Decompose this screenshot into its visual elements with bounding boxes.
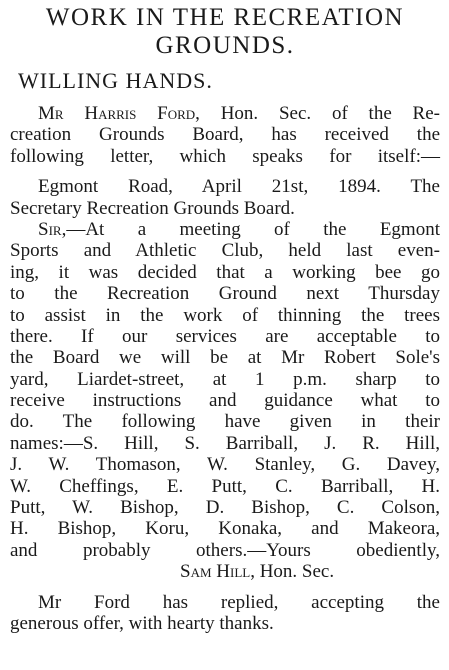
newspaper-article — [10, 4, 440, 634]
letter-body-line: to the Recreation Ground next Thursday — [10, 283, 440, 305]
letter-body-line: there. If our services are acceptable to — [10, 325, 440, 347]
letter-body-line: J. W. Thomason, W. Stanley, G. Davey, — [10, 454, 440, 476]
headline — [10, 4, 440, 60]
letter-heading-line-1: Egmont Road, April 21st, 1894. The — [38, 176, 440, 198]
letter-body-line-1-rest: ,—At a meeting of the Egmont — [61, 218, 440, 240]
letter-body-line: do. The following have given in their — [10, 411, 440, 433]
secretary-name: Mr Harris Ford — [38, 103, 196, 124]
signature-name: Sam Hill — [180, 561, 251, 583]
intro-line-1-rest: , Hon. Sec. of the Re- — [195, 103, 440, 124]
subheading: WILLING HANDS. — [18, 68, 213, 93]
letter-body-line: the Board we will be at Mr Robert Sole's — [10, 347, 440, 369]
letter-body-line: names:—S. Hill, S. Barriball, J. R. Hill, — [10, 432, 440, 454]
letter-body-line: Putt, W. Bishop, D. Bishop, C. Colson, — [10, 497, 440, 519]
closing-line-2: generous offer, with hearty thanks. — [10, 612, 274, 634]
letter-body-line-1 — [10, 219, 440, 240]
letter-body-line: yard, Liardet-street, at 1 p.m. sharp to — [10, 368, 440, 390]
letter-heading-line-2: Secretary Recreation Grounds Board. — [10, 197, 295, 219]
salutation: Sir — [38, 218, 62, 240]
letter-body-line: receive instructions and guidance what to — [10, 390, 440, 412]
letter-body-line: W. Cheffings, E. Putt, C. Barriball, H. — [10, 475, 440, 497]
letter-body — [10, 219, 440, 583]
letter-body-line: ing, it was decided that a working bee go — [10, 261, 440, 283]
letter-body-line: H. Bishop, Koru, Konaka, and Makeora, — [10, 518, 440, 540]
headline-line-1: WORK IN THE RECREATION — [45, 4, 405, 31]
intro-line-2: creation Grounds Board, has received the — [10, 124, 440, 146]
intro-line-1 — [10, 103, 440, 124]
letter-heading — [10, 176, 440, 219]
intro-paragraph — [10, 103, 440, 167]
closing-paragraph — [10, 592, 440, 635]
letter-body-line: to assist in the work of thinning the trees — [10, 304, 440, 326]
headline-line-2: GROUNDS. — [155, 32, 295, 59]
intro-line-3: following letter, which speaks for itself:— — [10, 145, 440, 167]
letter-signature — [10, 561, 440, 582]
signature-title: , Hon. Sec. — [250, 561, 335, 583]
letter-body-line: Sports and Athletic Club, held last even- — [10, 240, 440, 262]
letter-body-line: and probably others.—Yours obediently, — [10, 539, 440, 561]
closing-line-1: Mr Ford has replied, accepting the — [38, 591, 440, 613]
